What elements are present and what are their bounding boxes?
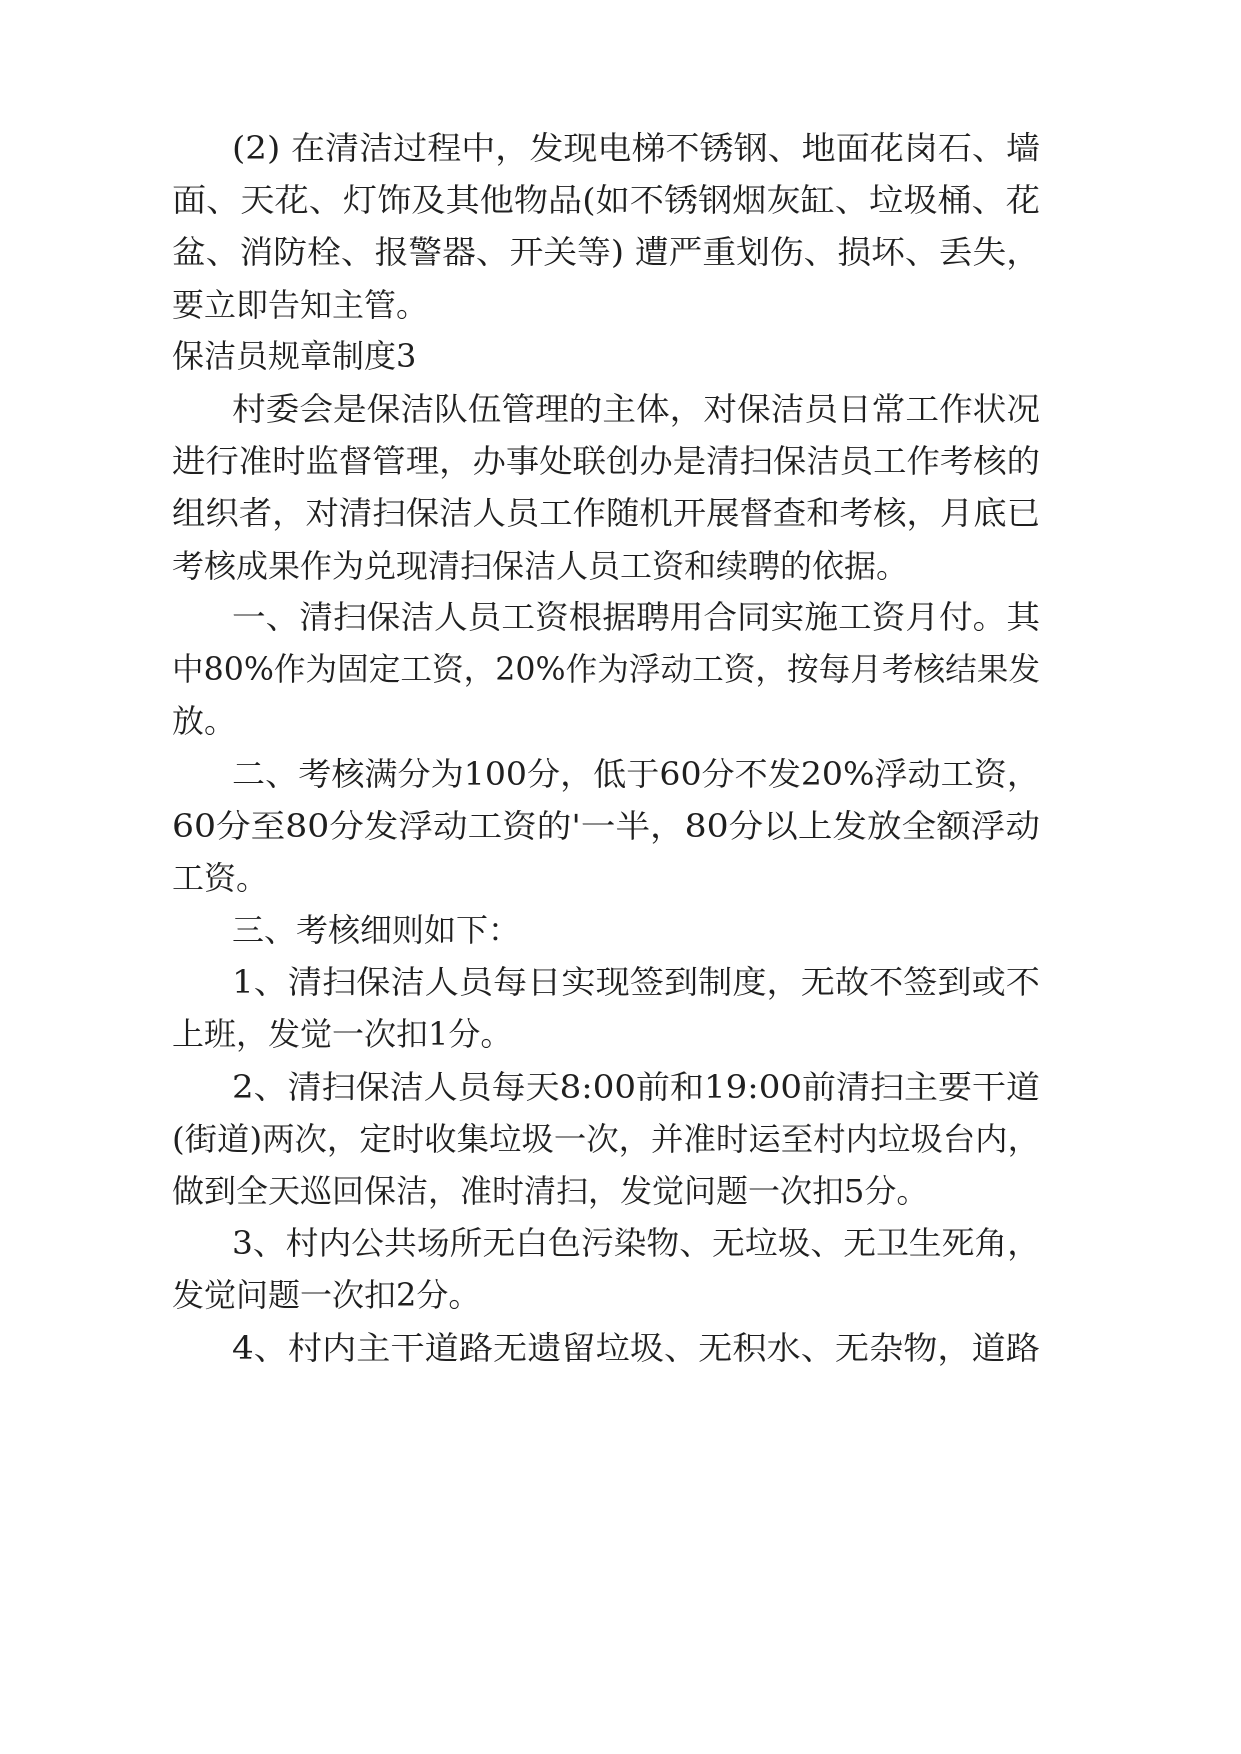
- paragraph-line: 3、村内公共场所无白色污染物、无垃圾、无卫生死角，: [232, 1224, 1040, 1262]
- paragraph-line: 二、考核满分为100分，低于60分不发20%浮动工资，: [232, 755, 1040, 793]
- paragraph-line: 进行准时监督管理，办事处联创办是清扫保洁员工作考核的: [172, 442, 1040, 481]
- paragraph-line: 面、天花、灯饰及其他物品(如不锈钢烟灰缸、垃圾桶、花: [172, 181, 1040, 220]
- paragraph-line: (2) 在清洁过程中，发现电梯不锈钢、地面花岗石、墙: [232, 129, 1040, 167]
- paragraph-line: 考核成果作为兑现清扫保洁人员工资和续聘的依据。: [172, 546, 909, 585]
- section-heading: 保洁员规章制度3: [172, 337, 417, 375]
- paragraph-line: 60分至80分发浮动工资的'一半，80分以上发放全额浮动: [172, 807, 1040, 846]
- paragraph-line: 做到全天巡回保洁，准时清扫，发觉问题一次扣5分。: [172, 1172, 929, 1211]
- paragraph-line: 一、清扫保洁人员工资根据聘用合同实施工资月付。其: [232, 598, 1040, 636]
- paragraph-line: (街道)两次，定时收集垃圾一次，并准时运至村内垃圾台内，: [172, 1120, 1040, 1159]
- paragraph-line: 村委会是保洁队伍管理的主体，对保洁员日常工作状况: [232, 390, 1040, 428]
- paragraph-line: 组织者，对清扫保洁人员工作随机开展督查和考核，月底已: [172, 494, 1040, 533]
- paragraph-line: 2、清扫保洁人员每天8:00前和19:00前清扫主要干道: [232, 1068, 1040, 1106]
- paragraph-line: 要立即告知主管。: [172, 285, 429, 324]
- paragraph-line: 4、村内主干道路无遗留垃圾、无积水、无杂物，道路: [232, 1329, 1040, 1367]
- paragraph-line: 1、清扫保洁人员每日实现签到制度，无故不签到或不: [232, 963, 1040, 1001]
- paragraph-line: 发觉问题一次扣2分。: [172, 1276, 481, 1315]
- paragraph-line: 三、考核细则如下：: [232, 911, 521, 949]
- paragraph-line: 放。: [172, 702, 237, 741]
- paragraph-line: 盆、消防栓、报警器、开关等) 遭严重划伤、损坏、丢失，: [172, 233, 1040, 272]
- paragraph-line: 中80%作为固定工资，20%作为浮动工资，按每月考核结果发: [172, 650, 1040, 689]
- paragraph-line: 工资。: [172, 859, 269, 898]
- paragraph-line: 上班，发觉一次扣1分。: [172, 1015, 513, 1054]
